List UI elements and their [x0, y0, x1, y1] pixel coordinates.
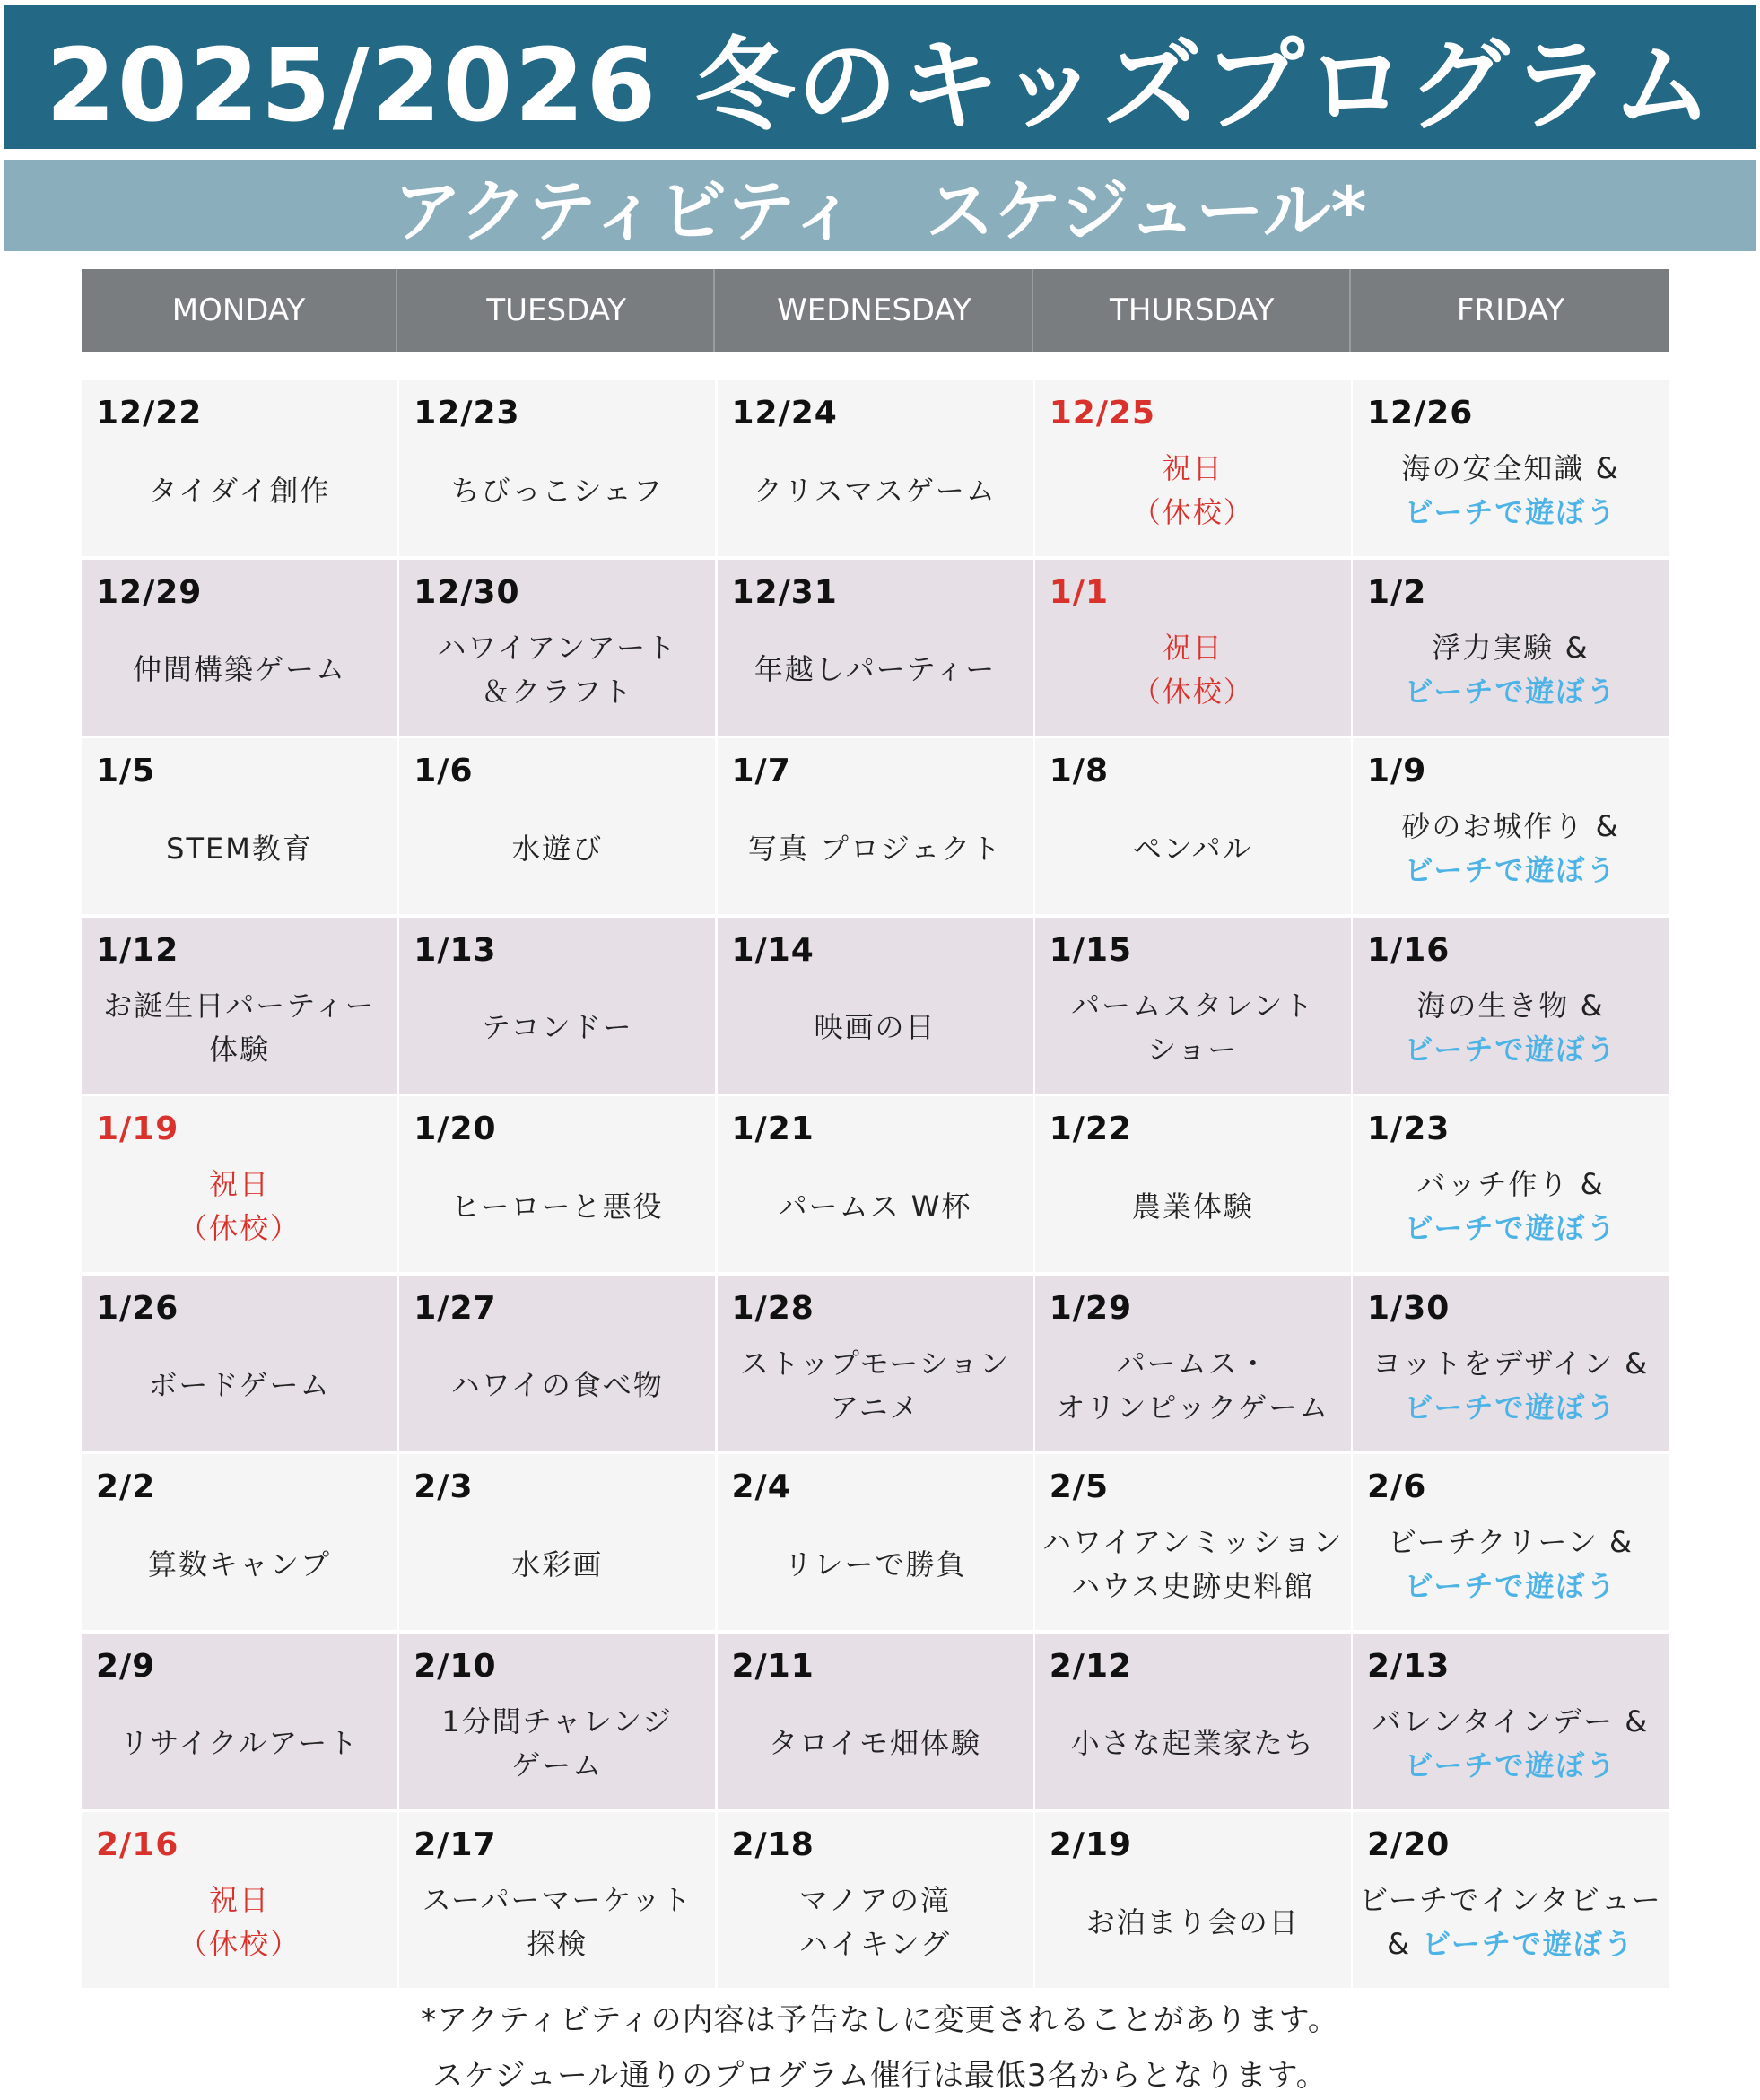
beach-line: [1405, 1564, 1617, 1608]
beach-line: [1405, 1744, 1617, 1788]
day-cell: [718, 1096, 1033, 1272]
activity-text: [82, 1504, 397, 1625]
activity-text: [399, 1862, 715, 1982]
day-cell: [82, 1634, 397, 1809]
day-cell: [718, 1634, 1033, 1809]
subtitle-banner: [4, 160, 1756, 251]
activity-line: スーパーマーケット: [422, 1883, 693, 1917]
activity-text: [1035, 968, 1351, 1088]
activity-line: お誕生日パーティー: [103, 988, 376, 1023]
day-cell: [1353, 1096, 1669, 1272]
activity-line: 祝日: [1162, 451, 1224, 485]
day-date: 2/4: [731, 1468, 791, 1505]
schedule-grid: [82, 380, 1669, 1991]
activity-line: 写真 プロジェクト: [747, 831, 1003, 866]
activity-line: 農業体験: [1131, 1189, 1254, 1224]
activity-text: [82, 431, 397, 551]
activity-line: ゲーム: [511, 1747, 604, 1782]
day-cell: [718, 738, 1033, 914]
weekday-thursday: THURSDAY: [1035, 269, 1351, 352]
day-cell: [1353, 738, 1669, 914]
activity-line: タイダイ創作: [148, 473, 331, 508]
activity-text: [1353, 1504, 1669, 1625]
activity-text: [1035, 1684, 1351, 1804]
day-cell: [1353, 1812, 1669, 1988]
week-row: [82, 1454, 1669, 1630]
day-cell: [1035, 1276, 1351, 1451]
activity-text: [399, 789, 715, 909]
activity-line: ヒーローと悪役: [450, 1189, 664, 1224]
holiday-label: [82, 1146, 397, 1267]
day-cell: [399, 1454, 715, 1630]
day-date: 1/29: [1049, 1289, 1133, 1327]
activity-line: ショー: [1147, 1032, 1239, 1067]
day-date: 1/20: [414, 1111, 497, 1147]
activity-line: 水彩画: [511, 1547, 604, 1582]
day-cell: [399, 1096, 715, 1272]
activity-line: パームスタレント: [1071, 988, 1315, 1023]
activity-text: [718, 1146, 1033, 1267]
activity-line: ビーチクリーン &: [1388, 1525, 1634, 1559]
day-cell: [82, 1454, 397, 1630]
day-cell: [1353, 1634, 1669, 1809]
day-date: 12/25: [1049, 395, 1156, 431]
activity-line: ハイキング: [798, 1927, 952, 1961]
day-date: 2/6: [1367, 1468, 1427, 1505]
beach-play-label: ビーチで遊ぼう: [1404, 853, 1617, 887]
activity-line: 体験: [208, 1032, 270, 1067]
activity-text: [718, 968, 1033, 1088]
week-row: [82, 1812, 1669, 1988]
day-cell: [82, 1096, 397, 1272]
day-cell: [1353, 918, 1669, 1094]
holiday-label: [1035, 431, 1351, 551]
day-cell: [1035, 560, 1351, 736]
activity-text: [1353, 1862, 1669, 1982]
activity-text: [82, 1684, 397, 1804]
day-date: 12/30: [414, 573, 520, 611]
day-cell: [1035, 1096, 1351, 1272]
day-date: 1/28: [731, 1289, 815, 1327]
activity-line: リレーで勝負: [783, 1547, 967, 1582]
beach-line: [1405, 491, 1617, 535]
day-date: 1/1: [1049, 573, 1109, 611]
activity-text: [1035, 789, 1351, 909]
day-cell: [1035, 738, 1351, 914]
day-date: 2/10: [414, 1647, 497, 1685]
activity-line: ペンパル: [1132, 831, 1253, 866]
day-date: 1/22: [1049, 1111, 1133, 1147]
activity-line: ちびっこシェフ: [450, 473, 664, 508]
week-row: [82, 1276, 1669, 1451]
day-cell: [399, 1276, 715, 1451]
activity-text: [399, 610, 715, 730]
day-date: 2/9: [96, 1647, 156, 1685]
activity-text: [399, 968, 715, 1088]
day-cell: [718, 1276, 1033, 1451]
day-date: 2/12: [1049, 1647, 1133, 1685]
beach-play-label: ビーチで遊ぼう: [1404, 1747, 1617, 1782]
activity-text: [1353, 431, 1669, 551]
weekday-tuesday: TUESDAY: [399, 269, 715, 352]
day-cell: [1353, 560, 1669, 736]
activity-text: [718, 1326, 1033, 1446]
activity-line: 海の安全知識 &: [1401, 451, 1620, 485]
activity-text: [399, 1684, 715, 1804]
activity-line: ヨットをデザイン &: [1372, 1346, 1650, 1381]
week-row: [82, 380, 1669, 556]
day-cell: [399, 560, 715, 736]
activity-line: バレンタインデー &: [1372, 1704, 1650, 1738]
day-cell: [82, 738, 397, 914]
weekday-friday: FRIDAY: [1456, 292, 1565, 328]
day-cell: [82, 1812, 397, 1988]
day-cell: [82, 560, 397, 736]
activity-line: ＆クラフト: [481, 674, 634, 709]
day-cell: [1035, 1454, 1351, 1630]
beach-play-label: ビーチで遊ぼう: [1422, 1927, 1634, 1961]
activity-text: [82, 968, 397, 1088]
activity-text: [718, 1684, 1033, 1804]
activity-line: 映画の日: [814, 1010, 937, 1044]
activity-line: （休校）: [178, 1927, 301, 1961]
activity-line: パームス W杯: [778, 1189, 972, 1224]
activity-line: （休校）: [178, 1211, 301, 1245]
page-subtitle: アクティビティ スケジュール*: [393, 170, 1367, 251]
activity-text: [718, 610, 1033, 730]
day-date: 1/19: [96, 1111, 179, 1147]
activity-text: [1353, 789, 1669, 909]
activity-line: バッチ作り &: [1416, 1167, 1605, 1201]
activity-line: （休校）: [1131, 674, 1254, 709]
day-date: 1/26: [96, 1289, 179, 1327]
activity-line: テコンドー: [481, 1010, 633, 1044]
day-date: 12/26: [1367, 395, 1474, 431]
week-row: [82, 560, 1669, 736]
day-cell: [1353, 380, 1669, 556]
activity-line: ストップモーション: [739, 1346, 1011, 1381]
day-cell: [1353, 1276, 1669, 1451]
title-banner: [4, 5, 1756, 149]
beach-play-label: ビーチで遊ぼう: [1404, 1390, 1617, 1425]
footer-note-1: *アクティビティの内容は予告なしに変更されることがあります。: [421, 2002, 1339, 2038]
beach-play-label: ビーチで遊ぼう: [1404, 495, 1617, 529]
day-date: 1/6: [414, 753, 474, 789]
activity-line: ハワイアンアート: [437, 630, 678, 665]
day-date: 1/12: [96, 931, 179, 969]
day-date: 1/27: [414, 1289, 497, 1327]
weekday-wednesday: WEDNESDAY: [718, 269, 1033, 352]
day-cell: [718, 380, 1033, 556]
beach-prefix: &: [1387, 1927, 1423, 1961]
activity-text: [1353, 968, 1669, 1088]
activity-text: [1035, 1862, 1351, 1982]
day-date: 2/11: [731, 1647, 815, 1685]
day-cell: [399, 380, 715, 556]
day-date: 2/13: [1367, 1647, 1451, 1685]
activity-text: [718, 1862, 1033, 1982]
day-date: 12/23: [414, 395, 520, 431]
activity-text: [1035, 1146, 1351, 1267]
day-date: 1/16: [1367, 931, 1451, 969]
day-date: 2/18: [731, 1826, 815, 1863]
day-cell: [82, 1276, 397, 1451]
activity-line: 水遊び: [511, 831, 604, 866]
day-date: 2/2: [96, 1468, 156, 1505]
activity-line: 祝日: [208, 1883, 270, 1917]
day-cell: [399, 918, 715, 1094]
day-date: 1/7: [731, 753, 791, 789]
footer-note-2: スケジュール通りのプログラム催行は最低3名からとなります。: [432, 2058, 1328, 2094]
beach-line: [1405, 849, 1617, 893]
day-date: 1/9: [1367, 753, 1427, 789]
activity-line: 浮力実験 &: [1432, 630, 1590, 665]
activity-text: [1353, 1146, 1669, 1267]
day-cell: [1035, 380, 1351, 556]
activity-line: マノアの滝: [798, 1883, 952, 1917]
page-title: 2025/2026 冬のキッズプログラム: [46, 27, 1714, 144]
day-date: 1/13: [414, 931, 497, 969]
activity-line: 仲間構築ゲーム: [132, 652, 346, 686]
activity-text: [82, 789, 397, 909]
day-date: 1/8: [1049, 753, 1109, 789]
day-cell: [399, 1812, 715, 1988]
weekday-monday: MONDAY: [82, 269, 397, 352]
activity-line: 祝日: [208, 1167, 270, 1201]
beach-line: [1387, 1922, 1634, 1966]
activity-line: 砂のお城作り &: [1401, 809, 1620, 843]
activity-line: 年越しパーティー: [754, 652, 997, 686]
activity-line: ハウス史跡史料館: [1071, 1569, 1315, 1603]
activity-line: クリスマスゲーム: [754, 473, 997, 508]
activity-line: ハワイアンミッション: [1041, 1525, 1344, 1559]
day-date: 12/24: [731, 395, 838, 431]
day-cell: [1035, 918, 1351, 1094]
day-cell: [399, 1634, 715, 1809]
day-date: 1/21: [731, 1111, 815, 1147]
day-cell: [1035, 1812, 1351, 1988]
activity-line: 海の生き物 &: [1416, 988, 1605, 1023]
activity-line: お泊まり会の日: [1085, 1904, 1300, 1939]
day-cell: [82, 380, 397, 556]
day-date: 12/29: [96, 573, 203, 611]
day-date: 1/14: [731, 931, 815, 969]
activity-text: [1353, 1326, 1669, 1446]
week-row: [82, 1634, 1669, 1809]
activity-line: リサイクルアート: [119, 1726, 360, 1760]
holiday-label: [1035, 610, 1351, 730]
activity-line: （休校）: [1131, 495, 1254, 529]
activity-line: ハワイの食べ物: [450, 1368, 664, 1402]
beach-line: [1405, 1207, 1617, 1250]
day-cell: [718, 918, 1033, 1094]
beach-line: [1405, 670, 1617, 714]
day-date: 2/5: [1049, 1468, 1109, 1505]
day-date: 12/31: [731, 573, 838, 611]
day-date: 1/30: [1367, 1289, 1451, 1327]
beach-play-label: ビーチで遊ぼう: [1404, 1032, 1617, 1067]
day-cell: [718, 560, 1033, 736]
day-date: 12/22: [96, 395, 203, 431]
activity-text: [718, 431, 1033, 551]
beach-line: [1405, 1028, 1617, 1072]
activity-text: [399, 1504, 715, 1625]
beach-play-label: ビーチで遊ぼう: [1404, 1569, 1617, 1603]
activity-text: [1353, 1684, 1669, 1804]
activity-line: 祝日: [1162, 630, 1224, 665]
day-date: 1/5: [96, 753, 156, 789]
beach-play-label: ビーチで遊ぼう: [1404, 674, 1617, 709]
day-cell: [1353, 1454, 1669, 1630]
activity-line: オリンピックゲーム: [1056, 1390, 1330, 1425]
activity-text: [718, 1504, 1033, 1625]
day-date: 1/15: [1049, 931, 1133, 969]
day-cell: [399, 738, 715, 914]
activity-line: 1分間チャレンジ: [441, 1704, 674, 1738]
activity-text: [1353, 610, 1669, 730]
activity-line: 探検: [527, 1927, 588, 1961]
week-row: [82, 1096, 1669, 1272]
day-date: 2/19: [1049, 1826, 1133, 1863]
activity-text: [399, 431, 715, 551]
beach-line: [1405, 1386, 1617, 1430]
activity-line: アニメ: [830, 1390, 920, 1425]
activity-line: STEM教育: [166, 831, 313, 866]
day-date: 1/2: [1367, 573, 1427, 611]
activity-text: [399, 1146, 715, 1267]
day-cell: [718, 1454, 1033, 1630]
day-date: 2/20: [1367, 1826, 1451, 1863]
activity-line: タロイモ畑体験: [768, 1726, 982, 1760]
activity-text: [82, 610, 397, 730]
day-cell: [82, 918, 397, 1094]
activity-text: [399, 1326, 715, 1446]
activity-text: [1035, 1326, 1351, 1446]
day-date: 2/17: [414, 1826, 497, 1863]
beach-play-label: ビーチで遊ぼう: [1404, 1211, 1617, 1245]
day-cell: [1035, 1634, 1351, 1809]
week-row: [82, 738, 1669, 914]
activity-text: [1035, 1504, 1351, 1625]
activity-line: ビーチでインタビュー: [1359, 1883, 1662, 1917]
week-row: [82, 918, 1669, 1094]
activity-line: ボードゲーム: [148, 1368, 331, 1402]
activity-text: [82, 1326, 397, 1446]
day-date: 1/23: [1367, 1111, 1451, 1147]
activity-line: 算数キャンプ: [147, 1547, 331, 1582]
activity-text: [718, 789, 1033, 909]
activity-line: 小さな起業家たち: [1070, 1726, 1315, 1760]
holiday-label: [82, 1862, 397, 1982]
day-cell: [718, 1812, 1033, 1988]
activity-line: パームス・: [1116, 1346, 1269, 1381]
weekday-header: [82, 269, 1669, 352]
day-date: 2/16: [96, 1826, 179, 1863]
day-date: 2/3: [414, 1468, 474, 1505]
